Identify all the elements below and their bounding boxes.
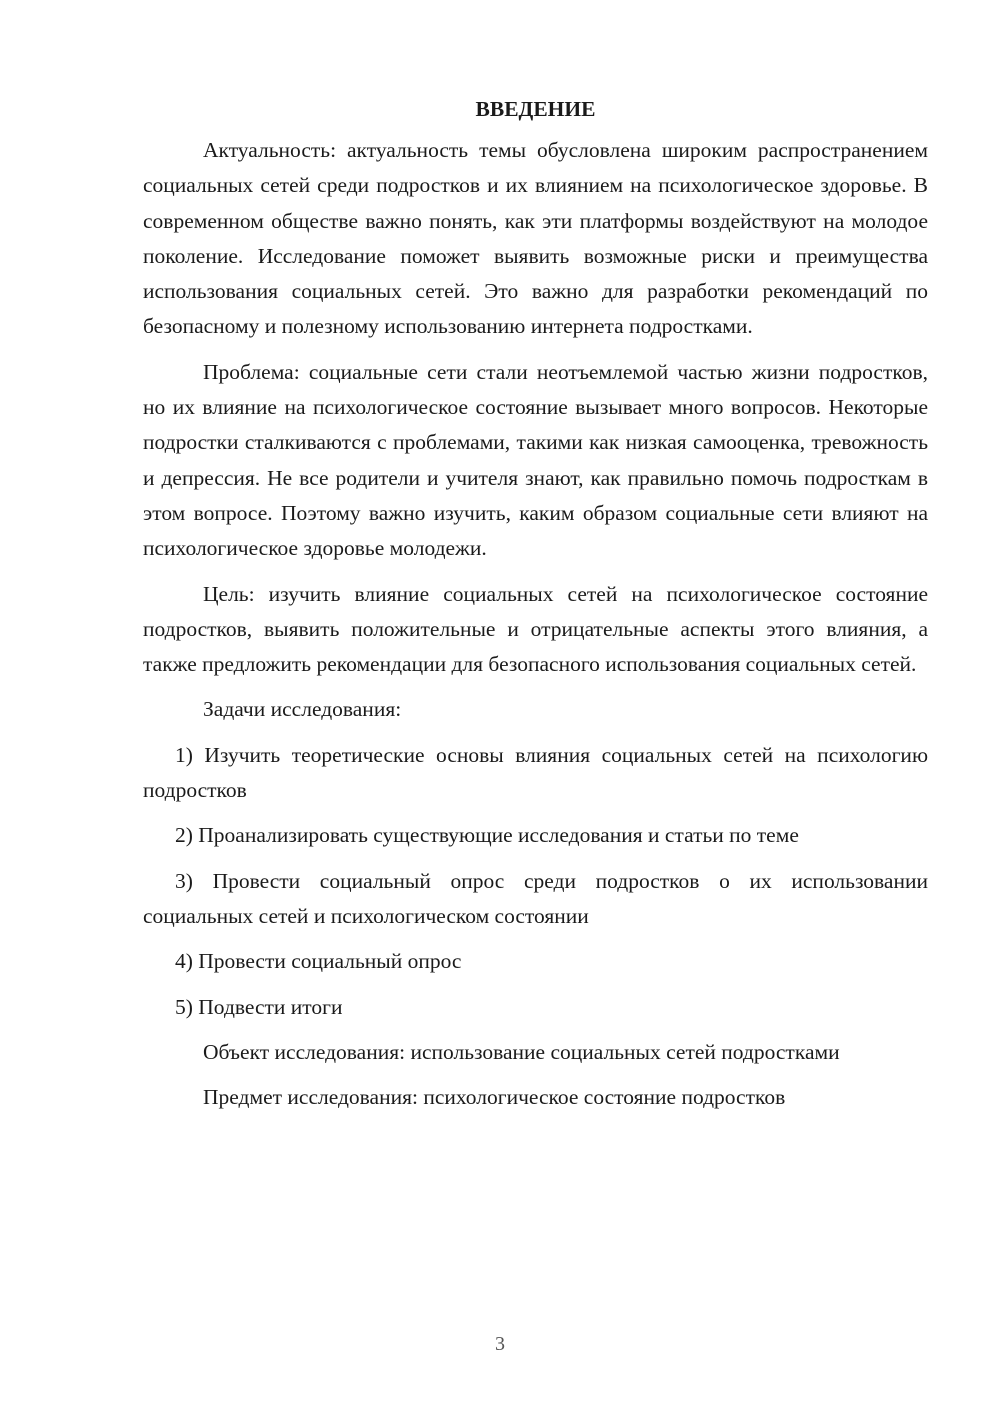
task-item-2: 2) Проанализировать существующие исследования и статьи по теме [175,823,799,848]
paragraph-relevance: Актуальность: актуальность темы обусловлена широким распространением социальных сетей среди подростков и их влиянием на психологическое здоровье. В современном обществе важно понять, как эти платформы воздействуют на молодое поколение. Исследование поможет выявить возможные риски и преимущества использования социальных сетей. Это важно для разработки рекомендаций по безопасному и полезному использованию интернета подростками. [143,138,928,339]
document-body [143,92,928,1125]
section-title: ВВЕДЕНИЕ [475,97,596,121]
task-item-3: 3) Провести социальный опрос среди подростков о их использовании социальных сетей и психологическом состоянии [143,868,928,928]
page-number: 3 [495,1333,505,1355]
paragraph-problem: Проблема: социальные сети стали неотъемлемой частью жизни подростков, но их влияние на психологическое состояние вызывает много вопросов. Некоторые подростки сталкиваются с проблемами, такими как низкая самооценка, тревожность и депрессия. Не все родители и учителя знают, как правильно помочь подросткам в этом вопросе. Поэтому важно изучить, каким образом социальные сети влияют на психологическое здоровье молодежи. [143,359,928,561]
task-item-1: 1) Изучить теоретические основы влияния социальных сетей на психологию подростков [143,742,928,803]
paragraph-object: Объект исследования: использование социальных сетей подростками [203,1039,840,1064]
task-item-4: 4) Провести социальный опрос [175,949,462,974]
paragraph-goal: Цель: изучить влияние социальных сетей на психологическое состояние подростков, выявить положительные и отрицательные аспекты этого влияния, а также предложить рекомендации для безопасного использования социальных сетей. [143,581,928,677]
tasks-heading: Задачи исследования: [203,697,402,722]
task-item-5: 5) Подвести итоги [175,994,343,1019]
paragraph-subject: Предмет исследования: психологическое состояние подростков [203,1085,786,1110]
